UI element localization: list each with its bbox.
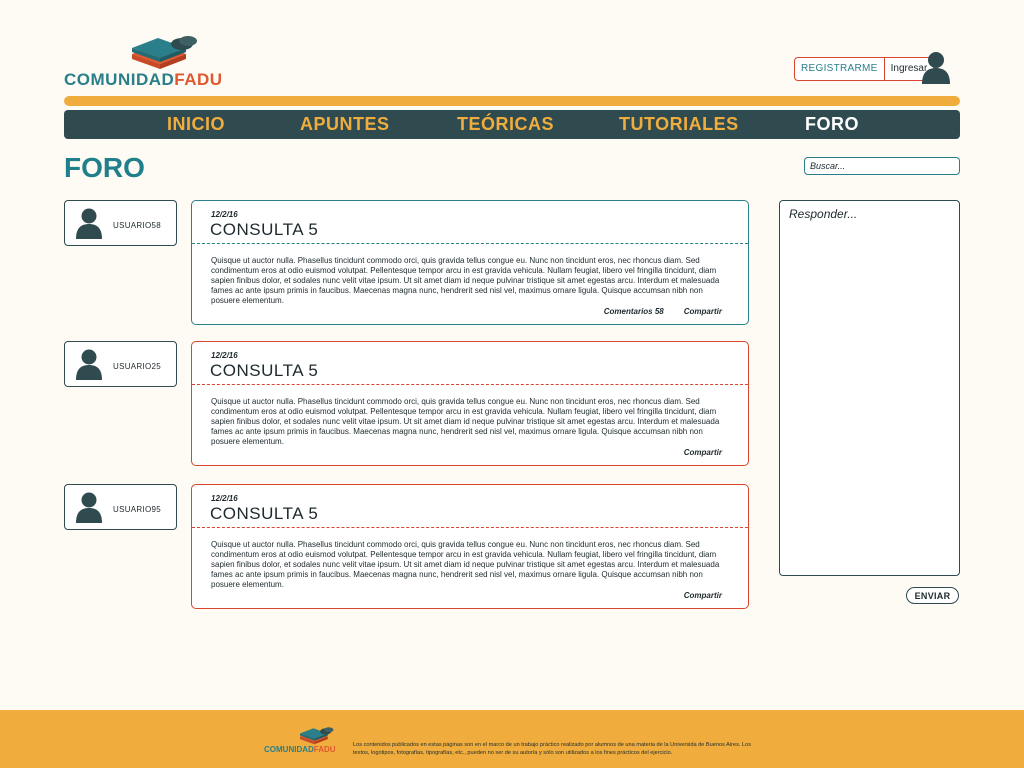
share-link[interactable]: Compartir [683, 448, 722, 457]
post-body: Quisque ut auctor nulla. Phasellus tincidunt commodo orci, quis gravida tellus congue eu. Nunc non tincidunt eros, nec rhoncus diam. Sed condimentum eros at odio euismod volutpat. Pellentesque tempor arcu in est gravida vehicula. Nullam feugiat, libero vel fringilla tincidunt, diam sapien finibus dolor, et sodales nunc velit vitae ipsum. Ut sit amet diam id neque pulvinar tristique sit amet egestas arcu. Interdum et malesuada fames ac ante ipsum primis in faucibus. Maecenas magna nunc, hendrerit sed nisl vel, maximus ornare ligula. Quisque accumsan nibh non posuere elementum. [211, 397, 720, 446]
post-date: 12/2/16 [211, 351, 238, 360]
user-avatar-icon[interactable] [920, 50, 952, 84]
post-actions [684, 591, 722, 600]
site-logo-text: COMUNIDADFADU [64, 70, 223, 89]
auth-buttons [794, 57, 934, 81]
username: USUARIO25 [113, 362, 162, 371]
post-date: 12/2/16 [211, 494, 238, 503]
nav-item-teoricas[interactable]: TEÓRICAS [457, 114, 555, 134]
post-body: Quisque ut auctor nulla. Phasellus tincidunt commodo orci, quis gravida tellus congue eu. Nunc non tincidunt eros, nec rhoncus diam. Sed condimentum eros at odio euismod volutpat. Pellentesque tempor arcu in est gravida vehicula. Nullam feugiat, libero vel fringilla tincidunt, diam sapien finibus dolor, et sodales nunc velit vitae ipsum. Ut sit amet diam id neque pulvinar tristique sit amet egestas arcu. Interdum et malesuada fames ac ante ipsum primis in faucibus. Maecenas magna nunc, hendrerit sed nisl vel, maximus ornare ligula. Quisque accumsan nibh non posuere elementum. [211, 256, 720, 305]
post-title[interactable]: CONSULTA 5 [210, 504, 319, 523]
reply-textarea[interactable] [779, 200, 960, 576]
books-logo-icon [299, 726, 335, 745]
post-author[interactable] [64, 341, 177, 387]
footer [0, 710, 1024, 768]
divider [192, 527, 748, 528]
forum-post [191, 341, 749, 466]
user-avatar-icon [75, 207, 103, 239]
register-button[interactable]: REGISTRARME [795, 58, 885, 80]
post-author[interactable] [64, 484, 177, 530]
post-actions [684, 448, 722, 457]
books-logo-icon [130, 34, 200, 70]
footer-logo-text: COMUNIDADFADU [264, 745, 336, 754]
login-button[interactable]: Ingresar [890, 63, 928, 74]
post-author[interactable] [64, 200, 177, 246]
footer-logo[interactable] [264, 726, 348, 756]
post-title[interactable]: CONSULTA 5 [210, 220, 319, 239]
share-link[interactable]: Compartir [683, 307, 722, 316]
username: USUARIO95 [113, 505, 162, 514]
divider [192, 384, 748, 385]
search-input[interactable] [804, 157, 960, 175]
nav-item-inicio[interactable]: INICIO [167, 114, 226, 134]
nav-item-tutoriales[interactable]: TUTORIALES [619, 114, 739, 134]
forum-post [191, 200, 749, 325]
divider [192, 243, 748, 244]
post-body: Quisque ut auctor nulla. Phasellus tincidunt commodo orci, quis gravida tellus congue eu. Nunc non tincidunt eros, nec rhoncus diam. Sed condimentum eros at odio euismod volutpat. Pellentesque tempor arcu in est gravida vehicula. Nullam feugiat, libero vel fringilla tincidunt, diam sapien finibus dolor, et sodales nunc velit vitae ipsum. Ut sit amet diam id neque pulvinar tristique sit amet egestas arcu. Interdum et malesuada fames ac ante ipsum primis in faucibus. Maecenas magna nunc, hendrerit sed nisl vel, maximus ornare ligula. Quisque accumsan nibh non posuere elementum. [211, 540, 720, 589]
share-link[interactable]: Compartir [683, 591, 722, 600]
forum-post [191, 484, 749, 609]
nav-item-foro[interactable]: FORO [805, 114, 859, 134]
nav-item-apuntes[interactable]: APUNTES [300, 114, 390, 134]
header-accent-bar [64, 96, 960, 106]
comments-link[interactable]: Comentarios 58 [603, 307, 664, 316]
post-date: 12/2/16 [211, 210, 238, 219]
username: USUARIO58 [113, 221, 162, 230]
send-button[interactable]: ENVIAR [906, 587, 959, 604]
site-logo[interactable] [64, 34, 224, 90]
post-actions [604, 307, 722, 316]
main-nav [64, 110, 960, 139]
user-avatar-icon [75, 348, 103, 380]
footer-disclaimer: Los contenidos publicados en estas páginas son en el marco de un trabajo práctico realizado por alumnos de una materia de la Universida de Buenos Aires. Los textos, logotipos, fotografías, tipografías, etc., pueden no ser de su autoría y sólo son utilizados a los fines prácticos del ejercicio. [353, 742, 752, 756]
post-title[interactable]: CONSULTA 5 [210, 361, 319, 380]
user-avatar-icon [75, 491, 103, 523]
page-title: FORO [64, 152, 145, 183]
